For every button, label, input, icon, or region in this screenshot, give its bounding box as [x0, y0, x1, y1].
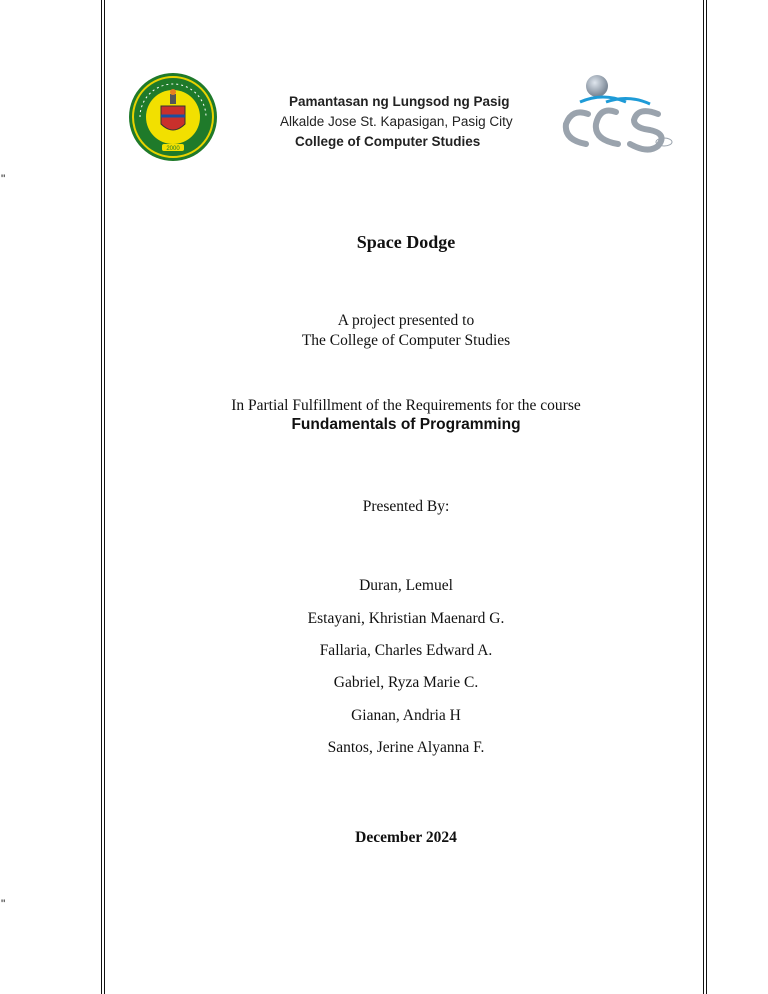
- author-name: Santos, Jerine Alyanna F.: [327, 739, 485, 756]
- university-address: Alkalde Jose St. Kapasigan, Pasig City: [280, 114, 513, 129]
- university-seal-icon: [128, 72, 218, 162]
- author-name: Gabriel, Ryza Marie C.: [333, 674, 479, 691]
- presented-to-line1: A project presented to: [337, 312, 475, 329]
- university-name: Pamantasan ng Lungsod ng Pasig: [289, 94, 510, 109]
- submission-date: December 2024: [355, 829, 457, 846]
- stray-mark-bottom: ": [1, 897, 6, 911]
- seal-year-text: 2000: [166, 146, 180, 152]
- course-name: Fundamentals of Programming: [291, 416, 521, 433]
- author-name: Gianan, Andria H: [351, 707, 461, 724]
- fulfillment-line: In Partial Fulfillment of the Requirements for the course: [231, 397, 581, 414]
- presented-by-label: Presented By:: [362, 498, 450, 515]
- author-name: Fallaria, Charles Edward A.: [319, 642, 493, 659]
- college-name: College of Computer Studies: [295, 134, 481, 149]
- stray-mark-top: ": [1, 172, 6, 186]
- author-name: Estayani, Khristian Maenard G.: [307, 610, 505, 627]
- ccs-logo-icon: [558, 72, 678, 158]
- project-title: Space Dodge: [356, 232, 456, 252]
- author-name: Duran, Lemuel: [359, 577, 453, 594]
- presented-to-line2: The College of Computer Studies: [301, 332, 511, 349]
- letterhead: [280, 92, 550, 152]
